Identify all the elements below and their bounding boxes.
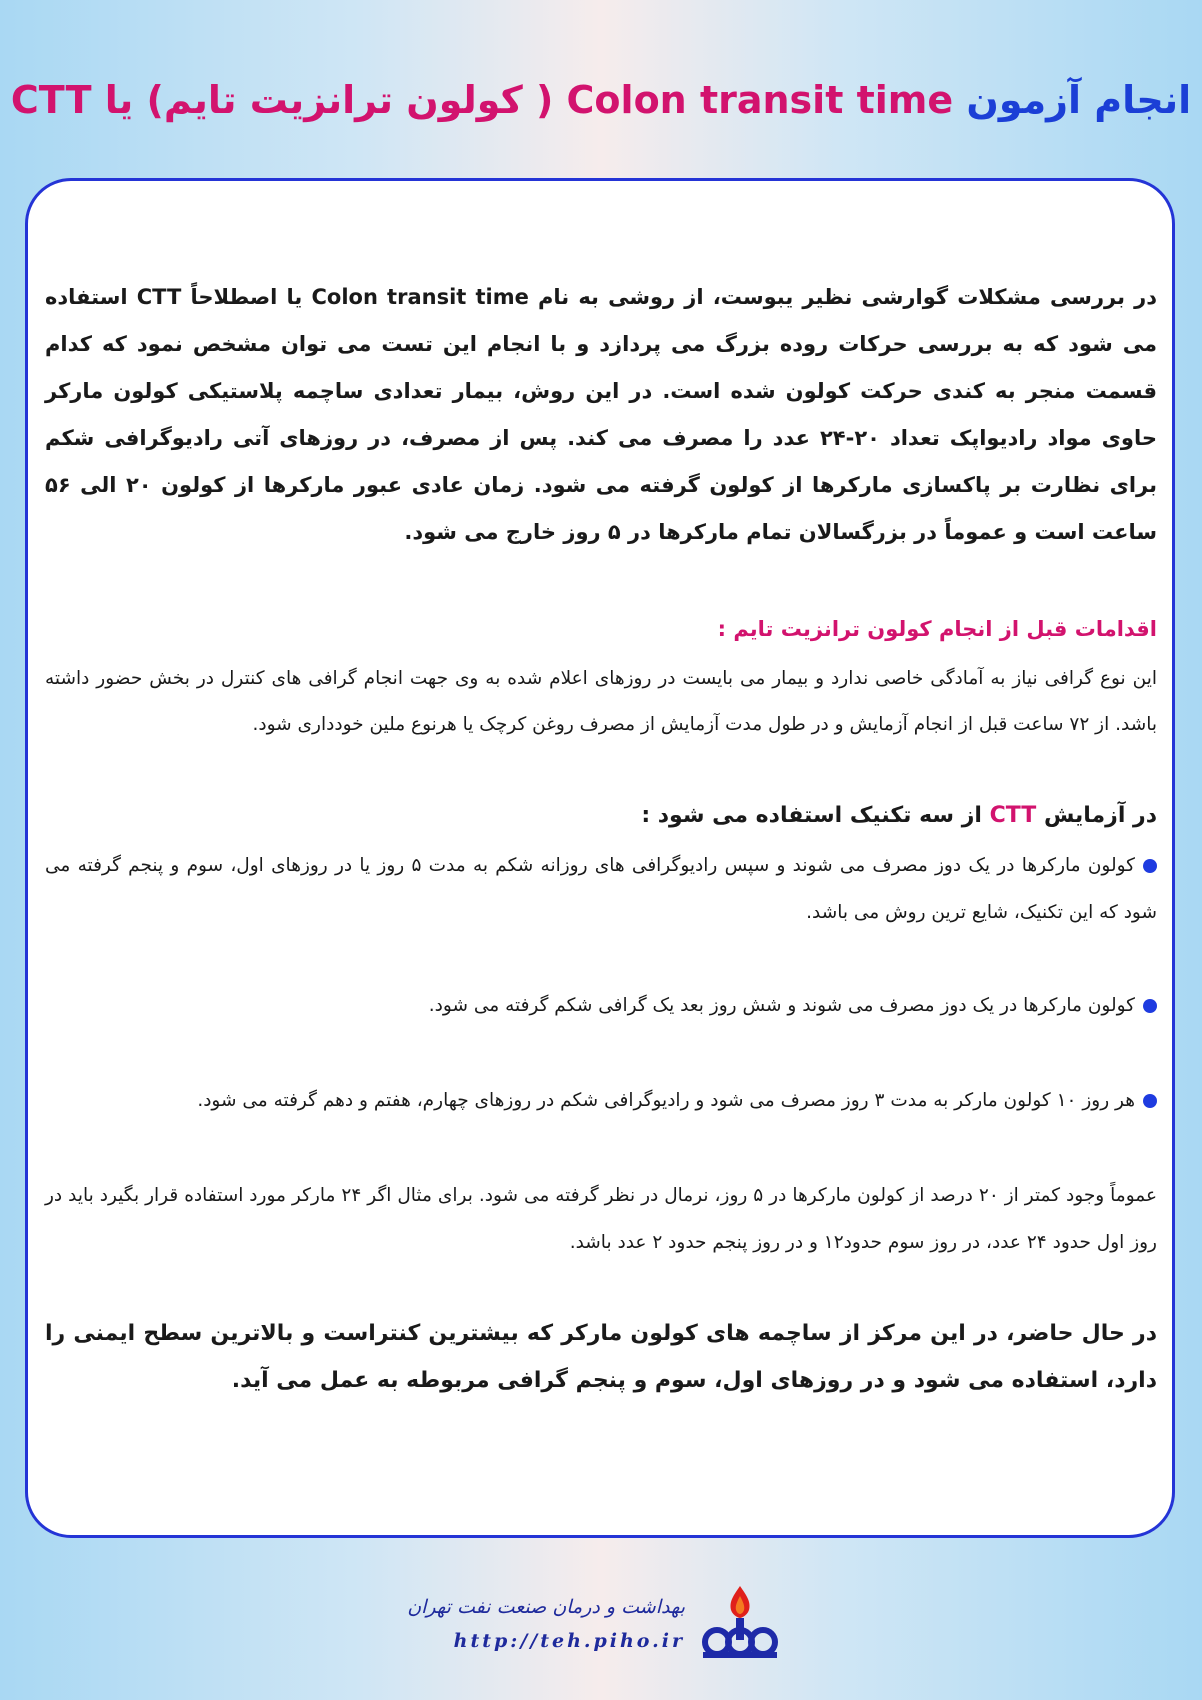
technique-item [45,842,1157,936]
techniques-heading [45,796,1157,836]
oil-company-logo-icon [695,1578,785,1668]
prep-paragraph: این نوع گرافی نیاز به آمادگی خاصی ندارد و بیمار می بایست در روزهای اعلام شده به وی جهت انجام گرافی های کنترل در بخش حضور داشته باشد. از ۷۲ ساعت قبل از انجام آزمایش و در طول مدت آزمایش از مصرف روغن کرچک یا هرنوع ملین خودداری شود. [45,668,1157,735]
techniques-heading-ctt: CTT [989,803,1037,828]
page-title [0,72,1202,128]
technique-item [45,982,1157,1029]
org-name: بهداشت و درمان صنعت نفت تهران [407,1596,685,1618]
title-part-1: انجام آزمون [966,78,1192,122]
techniques-heading-post: از سه تکنیک استفاده می شود : [641,803,982,828]
technique-item-text: کولون مارکرها در یک دوز مصرف می شوند و شش روز بعد یک گرافی شکم گرفته می شود. [428,995,1135,1016]
technique-item-text: هر روز ۱۰ کولون مارکر به مدت ۳ روز مصرف می شود و رادیوگرافی شکم در روزهای چهارم، هفتم و دهم گرفته می شود. [197,1090,1135,1111]
technique-item [45,1077,1157,1124]
title-part-2: Colon transit time ( کولون ترانزیت تایم) یا CTT [10,78,954,122]
site-url[interactable]: http://teh.piho.ir [453,1630,685,1652]
center-paragraph: در حال حاضر، در این مرکز از ساچمه های کولون مارکر که بیشترین کنتراست و بالاترین سطح ایمنی را دارد، استفاده می شود و در روزهای اول، سوم و پنجم گرافی مربوطه به عمل می آید. [45,1321,1157,1393]
techniques-heading-pre: در آزمایش [1043,803,1157,828]
prep-heading: اقدامات قبل از انجام کولون ترانزیت تایم : [717,617,1157,641]
bullet-dot-icon [1143,999,1157,1013]
technique-item-text: کولون مارکرها در یک دوز مصرف می شوند و سپس رادیوگرافی های روزانه شکم به مدت ۵ روز یا در روزهای اول، سوم و پنجم گرفته می شود که این تکنیک، شایع ترین روش می باشد. [45,855,1157,923]
normal-range-paragraph: عموماً وجود کمتر از ۲۰ درصد از کولون مارکرها در ۵ روز، نرمال در نظر گرفته می شود. برای مثال اگر ۲۴ مارکر مورد استفاده قرار بگیرد باید در روز اول حدود ۲۴ عدد، در روز سوم حدود۱۲ و در روز پنجم حدود ۲ عدد باشد. [45,1185,1157,1253]
bullet-dot-icon [1143,1094,1157,1108]
footer [407,1578,785,1668]
bullet-dot-icon [1143,859,1157,873]
intro-paragraph: در بررسی مشکلات گوارشی نظیر یبوست، از روشی به نام Colon transit time یا اصطلاحاً CTT استفاده می شود که به بررسی حرکات روده بزرگ می پردازد و با انجام این تست می توان مشخص نمود که کدام قسمت منجر به کندی حرکت کولون شده است. در این روش، بیمار تعدادی ساچمه پلاستیکی کولون مارکر حاوی مواد رادیواپک تعداد ۲۰-۲۴ عدد را مصرف می کند. پس از مصرف، در روزهای آتی رادیوگرافی شکم برای نظارت بر پاکسازی مارکرها از کولون گرفته می شود. زمان عادی عبور مارکرها از کولون ۲۰ الی ۵۶ ساعت است و عموماً در بزرگسالان تمام مارکرها در ۵ روز خارج می شود. [45,285,1158,544]
